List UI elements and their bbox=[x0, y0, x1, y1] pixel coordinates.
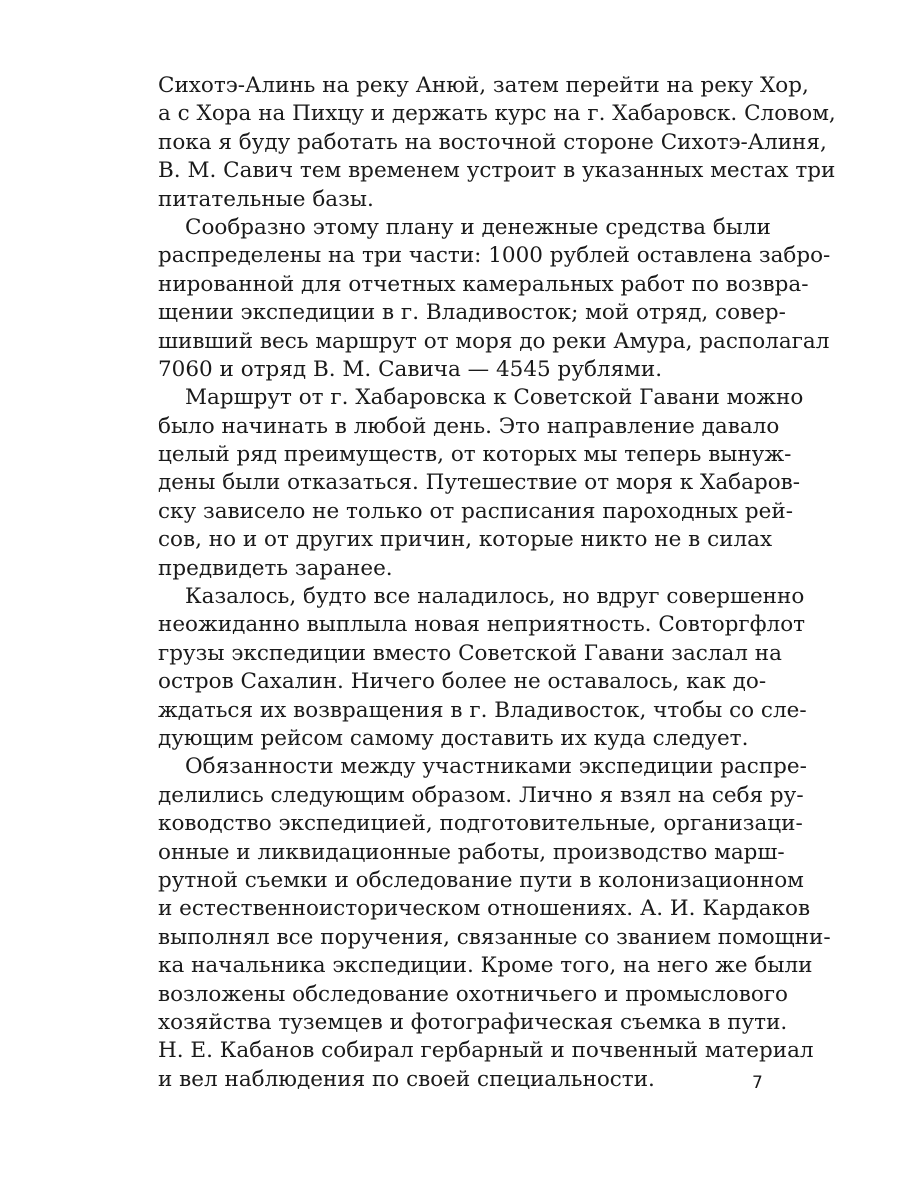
text-line: шивший весь маршрут от моря до реки Амура, располагал bbox=[158, 328, 830, 354]
text-line: остров Сахалин. Ничего более не оставалось, как до- bbox=[158, 669, 767, 695]
paragraph bbox=[158, 583, 807, 753]
text-line: выполнял все поручения, связанные со званием помощни- bbox=[158, 924, 831, 950]
text-line: Сихотэ-Алинь на реку Анюй, затем перейти на реку Хор, bbox=[158, 73, 809, 98]
text-line: В. М. Савич тем временем устроит в указанных местах три bbox=[158, 158, 836, 184]
text-line: ка начальника экспедиции. Кроме того, на него же были bbox=[158, 953, 813, 979]
paragraph bbox=[158, 753, 831, 1094]
text-line: 7060 и отряд В. М. Савича — 4545 рублями. bbox=[158, 356, 663, 382]
text-line: пока я буду работать на восточной стороне Сихотэ-Алиня, bbox=[158, 129, 827, 155]
text-line: и вел наблюдения по своей специальности. bbox=[158, 1066, 655, 1092]
text-line: распределены на три части: 1000 рублей оставлена забро- bbox=[158, 243, 831, 269]
text-line: Маршрут от г. Хабаровска к Советской Гавани можно bbox=[185, 385, 804, 411]
text-line: Сообразно этому плану и денежные средства были bbox=[185, 214, 771, 240]
text-line: предвидеть заранее. bbox=[158, 555, 393, 581]
text-line: нированной для отчетных камеральных работ по возвра- bbox=[158, 271, 809, 297]
text-line: дующим рейсом самому доставить их куда следует. bbox=[158, 725, 749, 751]
text-line: целый ряд преимуществ, от которых мы теперь вынуж- bbox=[158, 442, 792, 468]
text-line: делились следующим образом. Лично я взял на себя ру- bbox=[158, 782, 804, 808]
text-line: Обязанности между участниками экспедиции распре- bbox=[185, 754, 807, 780]
text-line: было начинать в любой день. Это направление давало bbox=[158, 413, 780, 439]
text-line: а с Хора на Пихцу и держать курс на г. Хабаровск. Словом, bbox=[158, 101, 836, 127]
body-text bbox=[158, 72, 836, 1094]
text-line: онные и ликвидационные работы, производство марш- bbox=[158, 839, 785, 865]
text-line: и естественноисторическом отношениях. А. И. Кардаков bbox=[158, 896, 811, 922]
text-line: Казалось, будто все наладилось, но вдруг совершенно bbox=[185, 584, 805, 610]
text-line: грузы экспедиции вместо Советской Гавани заслал на bbox=[158, 640, 782, 666]
text-line: неожиданно выплыла новая неприятность. Совторгфлот bbox=[158, 612, 806, 638]
text-line: рутной съемки и обследование пути в колонизационном bbox=[158, 867, 804, 893]
text-line: хозяйства туземцев и фотографическая съемка в пути. bbox=[158, 1009, 788, 1035]
page-number: 7 bbox=[752, 1073, 763, 1093]
paragraph bbox=[158, 72, 836, 214]
paragraph bbox=[158, 384, 804, 583]
text-line: сов, но и от других причин, которые никто не в силах bbox=[158, 527, 773, 553]
paragraph bbox=[158, 214, 831, 384]
text-line: возложены обследование охотничьего и промыслового bbox=[158, 981, 788, 1007]
text-line: ководство экспедицией, подготовительные, организаци- bbox=[158, 811, 803, 837]
text-line: щении экспедиции в г. Владивосток; мой отряд, совер- bbox=[158, 300, 786, 326]
text-line: Н. Е. Кабанов собирал гербарный и почвенный материал bbox=[158, 1038, 814, 1064]
text-line: дены были отказаться. Путешествие от моря к Хабаров- bbox=[158, 470, 801, 496]
text-line: питательные базы. bbox=[158, 186, 374, 212]
text-line: ску зависело не только от расписания пароходных рей- bbox=[158, 498, 793, 524]
text-line: ждаться их возвращения в г. Владивосток, чтобы со сле- bbox=[158, 697, 807, 723]
